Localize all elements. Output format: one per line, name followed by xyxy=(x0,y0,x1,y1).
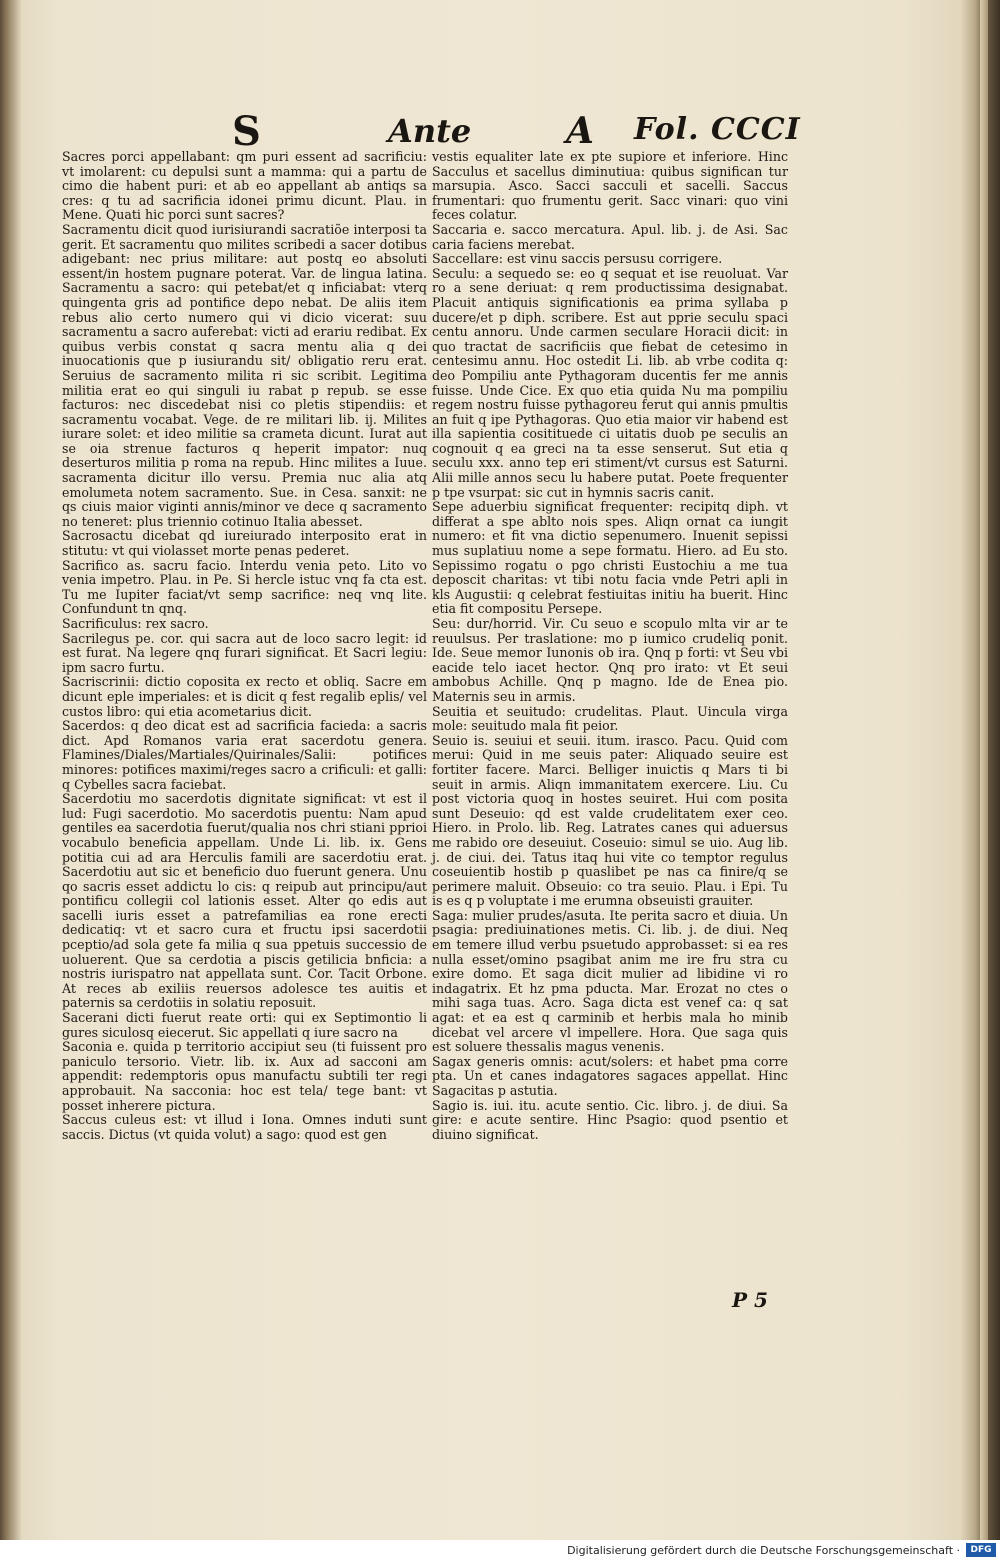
entry-saccellare: Saccellare: est vinu saccis persusu corrigere. xyxy=(432,251,723,267)
signature-mark: P 5 xyxy=(732,1288,768,1312)
header-letter-right: A xyxy=(566,110,594,152)
footer-credit: Digitalisierung gefördert durch die Deutsche Forschungsgemeinschaft · xyxy=(567,1544,960,1557)
entry-seuitia: Seuitia et seuitudo: crudelitas. Plaut. Uincula virga mole: seuitudo mala fit peior. xyxy=(432,703,788,734)
entry-sagax: Sagax generis omnis: acut/solers: et habet pma corre pta. Un et canes indagatores sagaces appellat. Hinc Sagacitas p astutia. xyxy=(432,1053,788,1098)
entry-saccaria: Saccaria e. sacco mercatura. Apul. lib. j. de Asi. Sac caria faciens merebat. xyxy=(432,221,788,252)
header-word: Ante xyxy=(388,112,472,150)
entry-sacres: Sacres porci appellabant: qm puri essent ad sacrificiu: vt imolarent: cu depulsi sunt a mamma: qui a partu de cimo die habent puri: et ab eo appellant ab antiqs sa cres: q tu ad sacrificia idonei primu dicunt. Plau. in Mene. Quati hic porci sunt sacres? xyxy=(62,149,427,223)
entry-sacriscrinii: Sacriscrinii: dictio coposita ex recto et obliq. Sacre em dicunt eple imperiales: et is dicit q fest regalib eplis/ vel custos libro: qui etia acometarius dicit. xyxy=(62,674,427,719)
entry-saccus: Saccus culeus est: vt illud i Iona. Omnes induti sunt saccis. Dictus (vt quida volut) a sago: quod est gen xyxy=(62,1112,427,1142)
entry-seuio: Seuio is. seuiui et seuii. itum. irasco. Pacu. Quid com merui: Quid in me seuis pater: Aliquado seuire est fortiter facere. Marci. Belliger inuictis q Mars ti bi seuit in armis. Aliqn immanitatem exercere. Liu. Cu post victoria quoq in hostes seuiret. Hui com posita sunt Deseuio: qd est valde crudelitatem exer ceo. Hiero. in Prolo. lib. Reg. Latrates canes qui aduersus me rabido ore deseuiut. Coseuio: simul se uio. Aug lib. j. de ciui. dei. Tatus itaq hui vite co temptor regulus coseuientib hostib p quaslibet pe nas ca finire/q se perimere maluit. Obseuio: co tra seuio. Plau. i Epi. Tu is es q p voluptate i me erumna obseuisti grauiter. xyxy=(432,732,788,909)
entry-sagio: Sagio is. iui. itu. acute sentio. Cic. libro. j. de diui. Sa gire: e acute sentire. Hinc Psagio: quod psentio et diuino significat. xyxy=(432,1097,788,1142)
entry-seculum: Seculu: a sequedo se: eo q sequat et ise reuoluat. Var ro a sene deriuat: q rem productissima designabat. Placuit antiquis significationis ea prima syllaba p ducere/et p diph. scribere. Est aut pprie seculu spaci centu annoru. Unde carmen seculare Horacii dicit: in quo tractat de sacrificiis que fiebat de cetesimo in centesimu annu. Hoc ostedit Li. lib. ab vrbe codita q: deo Pompiliu ante Pythagoram ducentis fer me annis fuisse. Unde Cice. Ex quo etia quida Nu ma pompiliu regem nostru fuisse pythagoreu ferut qui annis pmultis an fuit q ipe Pythagoras. Quo etia maior vir habend est illa sapientia cositituede ci uitatis duob pe seculis an cognouit q ea greci na ta esse senserut. Sut etia q seculu xxx. anno tep eri stiment/vt cursus est Saturni. Alii mille annos secu lu habere putat. Poete frequenter p tpe vsurpat: sic cut in hymnis sacris canit. xyxy=(432,265,788,500)
entry-seuus: Seu: dur/horrid. Vir. Cu seuo e scopulo mlta vir ar te reuulsus. Per traslatione: mo p iumico crudeliq ponit. Ide. Seue memor Iunonis ob ira. Qnq p forti: vt Seu vbi eacide telo iacet hector. Qnq pro irato: vt Et seui ambobus Achille. Qnq p magno. Ide de Enea pio. Maternis seu in armis. xyxy=(432,616,788,704)
entry-saga: Saga: mulier prudes/asuta. Ite perita sacro et diuia. Un psagia: prediuinationes metis. Ci. lib. j. de diui. Neq em temere illud verbu psuetudo approbasset: si ea res nulla esset/omino psagibat anim me ire fru stra cu exire domo. Et saga dicit mulier ad libidine vi ro indagatrix. Et hz pma pducta. Mar. Erozat no ctes o mihi saga tuas. Acro. Saga dicta est venef ca: q sat agat: et ea est q carminib et herbis mala ho minib dicebat vel arcere vl impellere. Hora. Que saga quis est soluere thessalis magus venenis. xyxy=(432,907,788,1055)
header-letter-left: S xyxy=(232,108,261,155)
dfg-logo: DFG xyxy=(966,1543,996,1557)
entry-sepe: Sepe aduerbiu significat frequenter: recipitq diph. vt differat a spe ablto nois spes. Aliqn ornat ca iungit numero: et fit vna dictio sepenumero. Inuenit sepissi mus suplatiuu nome a sepe formatu. Hiero. ad Eu sto. Sepissimo rogatu o pgo christi Eustochiu a me tua deposcit charitas: vt tibi notu facia vnde Petri apli in kls Augustii: q celebrat festiuitas initiu ha buerit. Hinc etia fit compositu Persepe. xyxy=(432,499,788,617)
entry-sacerani: Sacerani dicti fuerut reate orti: qui ex Septimontio li gures siculosq eiecerut. Sic appellati q iure sacro na xyxy=(62,1010,427,1040)
left-column xyxy=(62,150,427,1142)
entry-sacrificulus: Sacrificulus: rex sacro. xyxy=(62,616,209,631)
entry-sacrosanctum: Sacrosactu dicebat qd iureiurado interposito erat in stitutu: vt qui violasset morte penas pederet. xyxy=(62,528,427,559)
entry-sacrilegus: Sacrilegus pe. cor. qui sacra aut de loco sacro legit: id est furat. Na legere qnq furari significat. Et Sacri legiu: ipm sacro furtu. xyxy=(62,630,427,675)
entry-sacrifico: Sacrifico as. sacru facio. Interdu venia peto. Lito vo venia impetro. Plau. in Pe. Si hercle istuc vnq fa cta est. Tu me Iupiter faciat/vt semp sacrifice: neq vnq lite. Confundunt tn qnq. xyxy=(62,557,427,617)
entry-sacramentum: Sacramentu dicit quod iurisiurandi sacratiõe interposi ta gerit. Et sacramentu quo milites scribedi a sacer dotibus adigebant: nec prius militare: aut postq eo absoluti essent/in hostem pugnare poterat. Var. de lingua latina. Sacramentu a sacro: qui petebat/et q inficiabat: vterq quingenta gris ad pontifice depo nebat. De aliis item rebus alio certo numero qui vi dicio vicerat: suu sacramentu a sacro auferebat: victi ad erariu redibat. Ex quibus verbis constat q sacra mentu alia q dei inuocationis que p iusiurandu sit/ obligatio reru erat. Seruius de sacramento milita ri sic scribit. Legitima militia erat eo qui singuli iu rabat p repub. se esse facturos: nec discedebat nisi co pletis stipendiis: et sacramentu vocabat. Vege. de re militari lib. ij. Milites iurare solet: et ideo militie sa crameta dicunt. Iurat aut se oia strenue facturos q heperit impator: nuq deserturos militia p roma na repub. Hinc milites a Iuue. sacramenta dicitur illo versu. Premia nuc alia atq emolumeta notem sacramento. Sue. in Cesa. sanxit: ne qs ciuis maior viginti annis/minor ve dece q sacramento no teneret: plus triennio cotinuo Italia abesset. xyxy=(62,221,427,529)
entry-sacerdos: Sacerdos: q deo dicat est ad sacrificia facieda: a sacris dict. Apd Romanos varia erat sacerdotu genera. Flamines/Diales/Martiales/Quirinales/Salii: potifices minores: potifices maximi/reges sacro a crificuli: et galli: q Cybelles sacra faciebat. xyxy=(62,718,427,792)
page-edge xyxy=(980,0,988,1540)
right-column xyxy=(432,150,788,1142)
entry-sacerdotium: Sacerdotiu mo sacerdotis dignitate significat: vt est il lud: Fugi sacerdotio. Mo sacerdotis puentu: Nam apud gentiles ea sacerdotia fuerut/qualia nos chri stiani pprioi vocabulo beneficia appellam. Unde Li. lib. ix. Gens potitia cui ad ara Herculis famili are sacerdotiu erat. Sacerdotiu aut sic et beneficio duo fuerunt genera. Unu qo sacris esset addictu lo cis: q reipub aut principu/aut pontificu collegii col lationis esset. Alter qo edis aut sacelli iuris esset a patrefamilias ea rone erecti dedicatiq: vt et sacro cura et fructu ipsi sacerdotii pceptio/ad sola gete fa milia q sua ppetuis successio de uoluerent. Que sa cerdotia a piscis getilicia bnficia: a nostris iurispatro nat appellata sunt. Cor. Tacit Orbone. At reces ab exiliis reuersos adolesce tes auitis et paternis sa cerdotiis in solatiu reposuit. xyxy=(62,791,427,1011)
entry-saccus-cont: vestis equaliter late ex pte supiore et inferiore. Hinc Sacculus et sacellus diminutiua: quibus significan tur marsupia. Asco. Sacci sacculi et sacelli. Saccus frumentari: quo frumentu gerit. Sacc vinari: quo vini feces colatur. xyxy=(432,149,788,223)
footer-bar xyxy=(0,1540,1000,1562)
entry-saconia: Saconia e. quida p territorio accipiut seu (ti fuissent pro paniculo tersorio. Vietr. lib. ix. Aux ad sacconi am appendit: redemptoris opus manufactu subtili ter regi approbauit. Na sacconia: hoc est tela/ tege bant: vt posset inherere pictura. xyxy=(62,1039,427,1113)
folio-number: Fol. CCCI xyxy=(634,112,801,147)
